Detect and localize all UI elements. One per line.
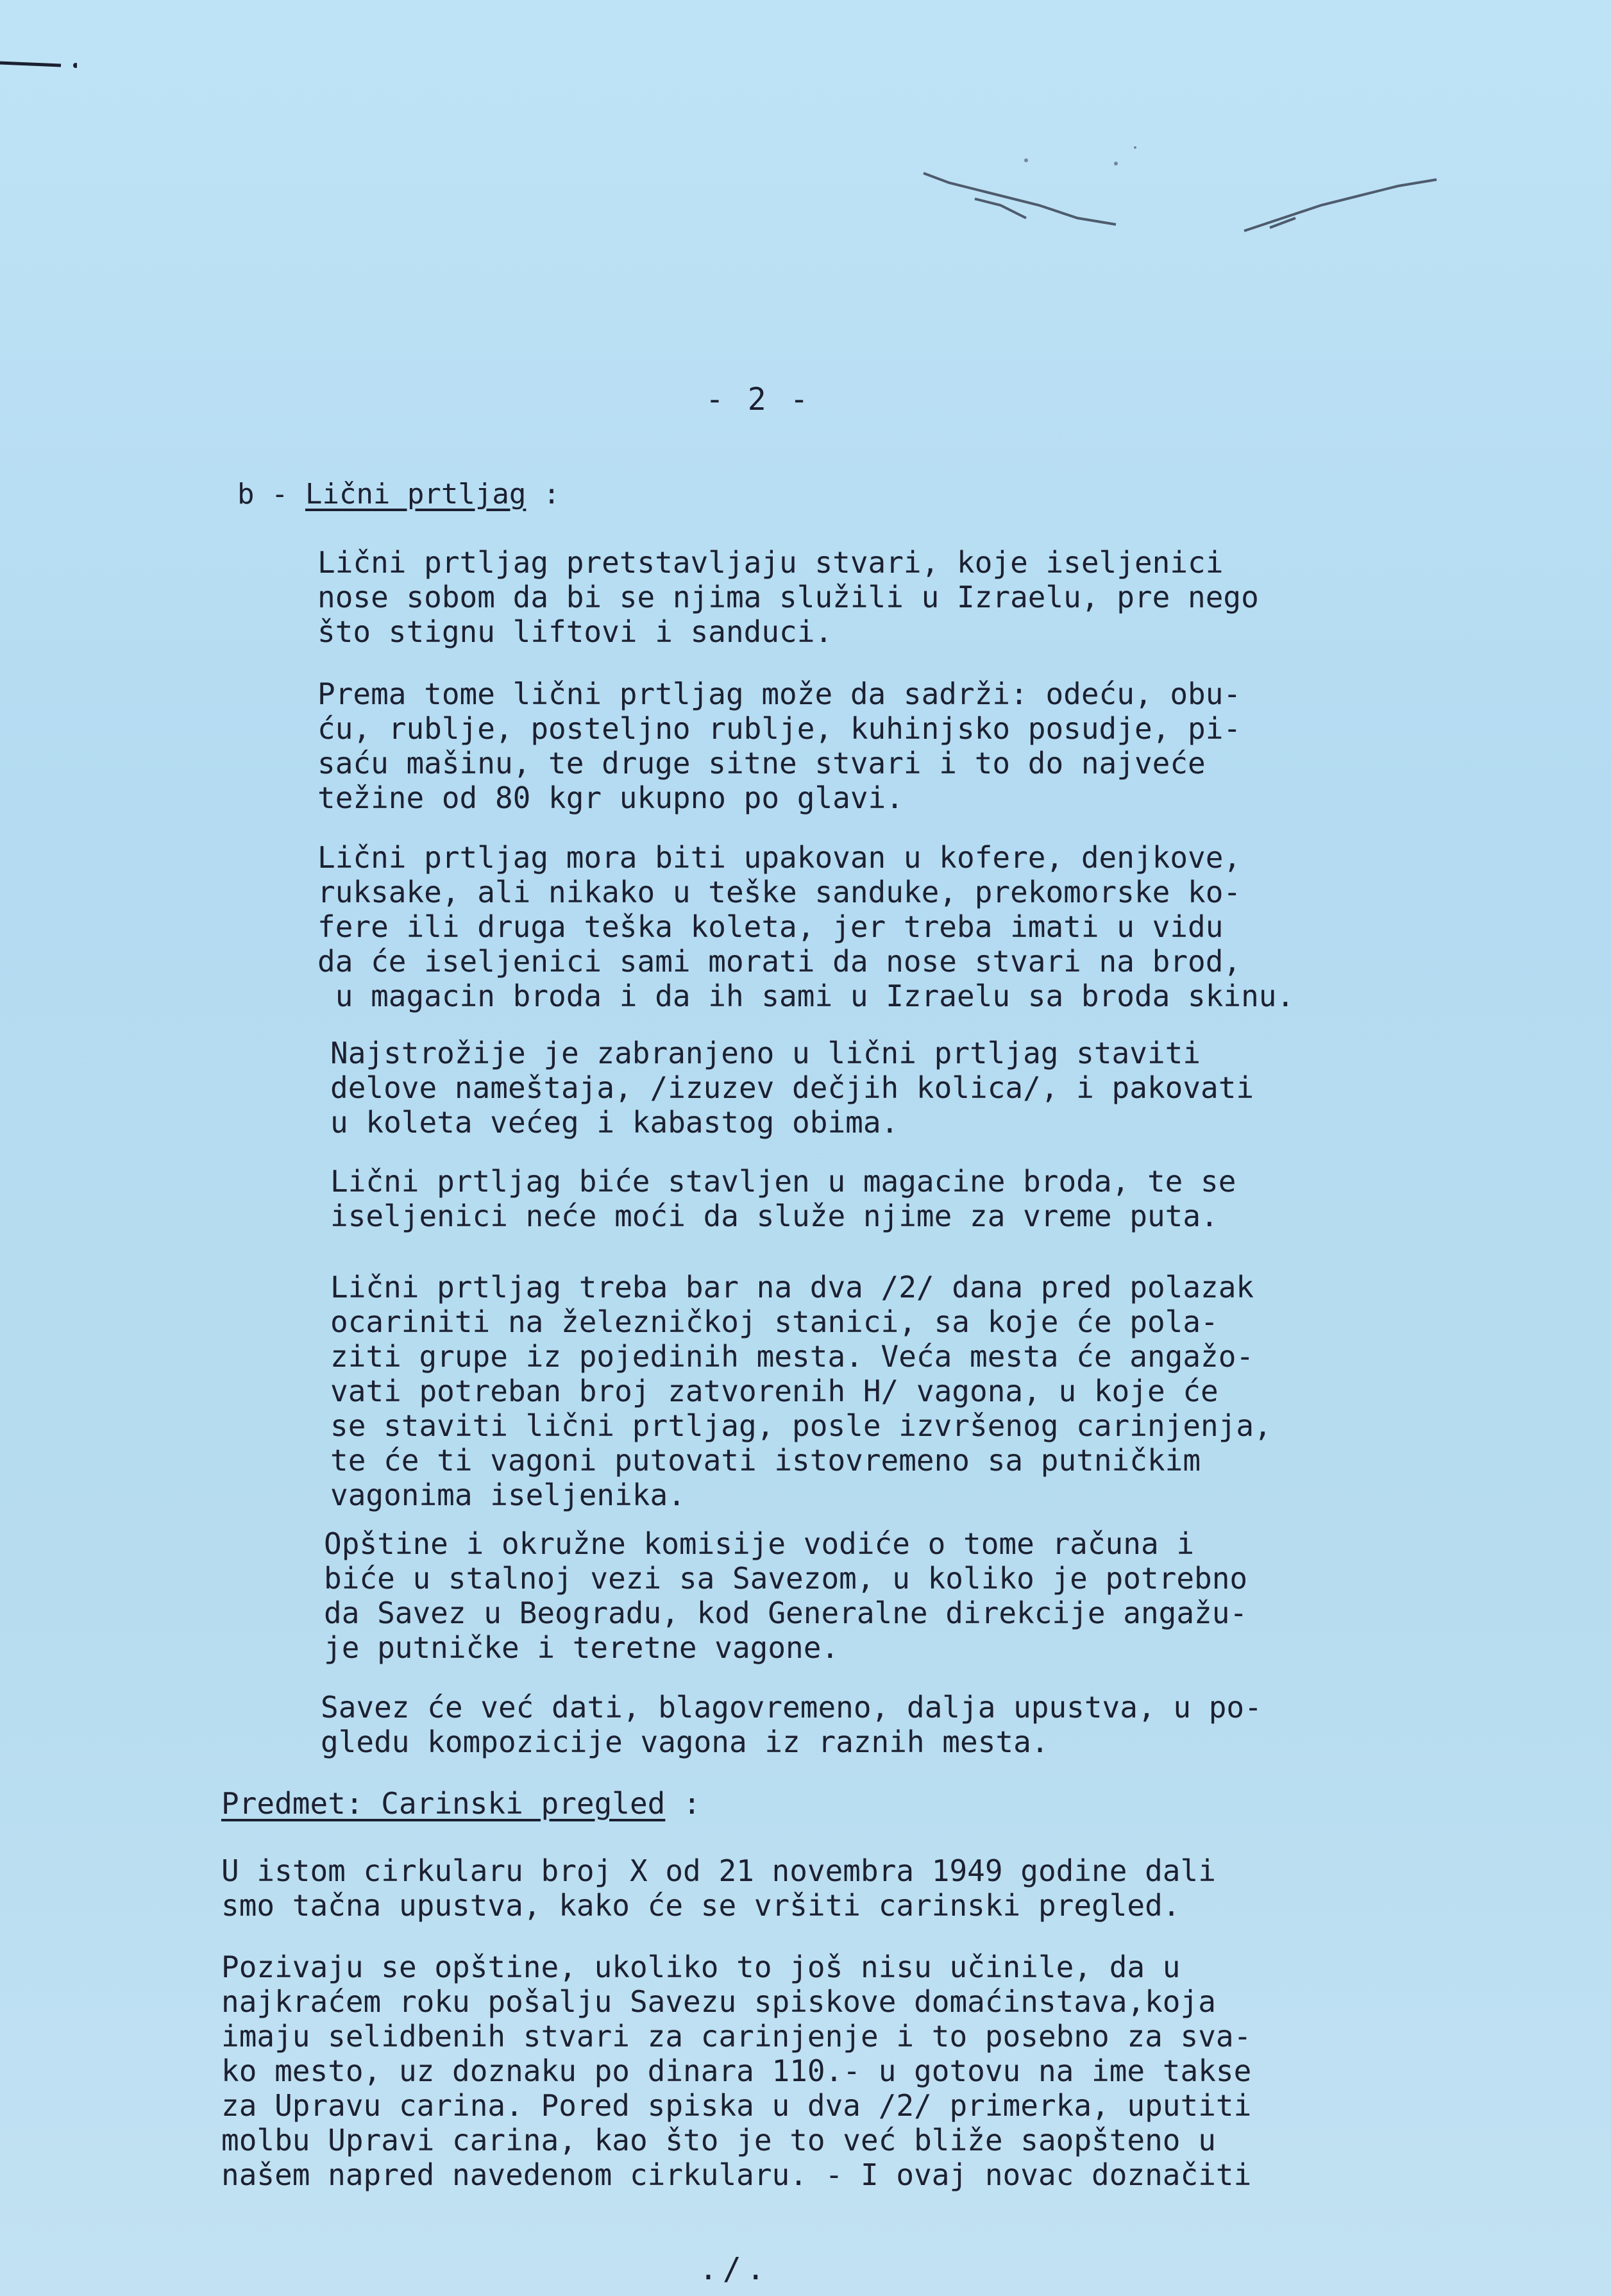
section-heading-customs [221, 1786, 701, 1821]
paragraph-6: Lični prtljag treba bar na dva /2/ dana pred polazak ocariniti na železničkoj stanici, sa koje će pola- ziti grupe iz pojedinih mesta. Veća mesta će angažo- vati potreban broj zatvorenih H/ vagona, u koje će se staviti lični prtljag, posle izvršenog carinjenja, te će ti vagoni putovati istovremeno sa putničkim vagonima iseljenika. [330, 1270, 1272, 1512]
section-suffix: : [526, 478, 561, 511]
section-heading-personal-luggage [237, 478, 560, 511]
paragraph-9: U istom cirkularu broj X od 21 novembra 1949 godine dali smo tačna upustva, kako će se vršiti carinski pregled. [221, 1853, 1216, 1923]
paragraph-5: Lični prtljag biće stavljen u magacine broda, te se iseljenici neće moći da služe njime za vreme puta. [330, 1164, 1236, 1233]
paragraph-10: Pozivaju se opštine, ukoliko to još nisu učinile, da u najkraćem roku pošalju Savezu spiskove domaćinstava,koja imaju selidbenih stvari za carinjenje i to posebno za sva- ko mesto, uz doznaku po dinara 110.- u gotovu na ime takse za Upravu carina. Pored spiska u dva /2/ primerka, uputiti molbu Upravi carina, kao što je to već bliže saopšteno u našem napred navedenom cirkularu. - I ovaj novac doznačiti [221, 1950, 1252, 2192]
paragraph-8: Savez će već dati, blagovremeno, dalja upustva, u po- gledu kompozicije vagona iz raznih mesta. [321, 1690, 1262, 1759]
paragraph-7: Opštine i okružne komisije vodiće o tome računa i biće u stalnoj vezi sa Savezom, u koliko je potrebno da Savez u Beogradu, kod Generalne direkcije angažu- je putničke i teretne vagone. [324, 1526, 1248, 1665]
section-prefix: b - [237, 478, 305, 511]
paragraph-2: Prema tome lični prtljag može da sadrži: odeću, obu- ću, rublje, posteljno rublje, kuhinjsko posudje, pi- saću mašinu, te druge sitne stvari i to do najveće težine od 80 kgr ukupno po glavi. [317, 677, 1242, 815]
section-title: Lični prtljag [305, 478, 527, 511]
faded-stamp-marks [911, 135, 1462, 250]
customs-title: Predmet: Carinski pregled [221, 1786, 666, 1821]
page-number: - 2 - [705, 382, 811, 418]
paragraph-3: Lični prtljag mora biti upakovan u kofere, denjkove, ruksake, ali nikako u teške sanduke, prekomorske ko- fere ili druga teška koleta, jer treba imati u vidu da će iseljenici sami morati da nose stvari na brod, u magacin broda i da ih sami u Izraelu sa broda skinu. [317, 840, 1295, 1013]
paragraph-1: Lični prtljag pretstavljaju stvari, koje iseljenici nose sobom da bi se njima služili u Izraelu, pre nego što stignu liftovi i sanduci. [317, 545, 1259, 649]
margin-mark [0, 58, 77, 71]
continuation-mark: ./. [699, 2251, 770, 2287]
paragraph-4: Najstrožije je zabranjeno u lični prtljag staviti delove nameštaja, /izuzev dečjih kolica/, i pakovati u koleta većeg i kabastog obima. [330, 1036, 1254, 1140]
customs-suffix: : [665, 1786, 701, 1821]
